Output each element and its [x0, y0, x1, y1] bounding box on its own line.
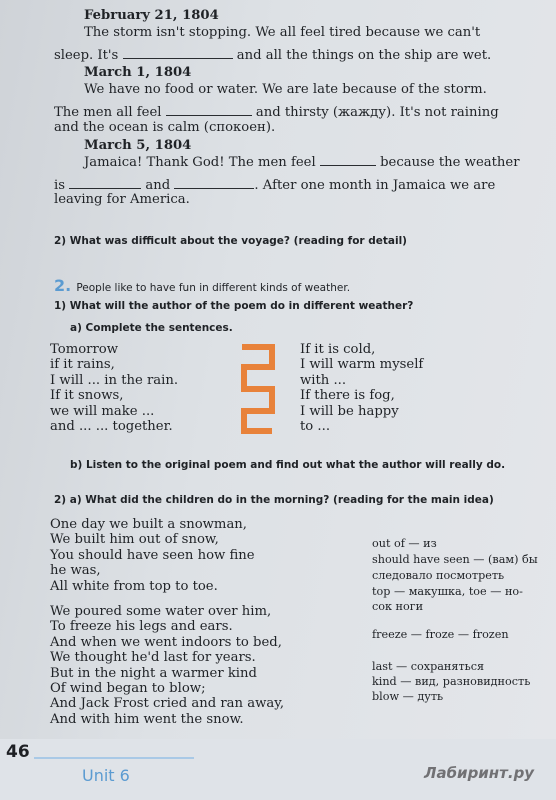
- diary-date-mar5: March 5, 1804: [84, 138, 192, 153]
- question-1a: a) Complete the sentences.: [70, 322, 233, 334]
- poem-line: Tomorrow: [50, 342, 118, 357]
- diary-text-part: is: [54, 178, 65, 193]
- diary-text: leaving for America.: [54, 192, 190, 207]
- poem-line: And Jack Frost cried and ran away,: [50, 696, 285, 712]
- page-number: 46: [6, 742, 30, 762]
- question-voyage: 2) What was difficult about the voyage? (reading for detail): [54, 235, 407, 247]
- diary-date-mar1: March 1, 1804: [84, 65, 192, 80]
- poem-line: To freeze his legs and ears.: [50, 619, 233, 635]
- diary-text-part: sleep. It's: [54, 48, 119, 63]
- poem-fragment-left: [50, 342, 178, 434]
- poem-line: We poured some water over him,: [50, 604, 272, 619]
- diary-text-part: and: [145, 178, 171, 193]
- glossary-entry: следовало посмотреть: [372, 569, 505, 582]
- poem-line: You should have seen how fine: [50, 547, 255, 563]
- poem-line: we will make ...: [50, 403, 155, 419]
- glossary-entry: blow — дуть: [372, 690, 444, 703]
- poem-line: We thought he'd last for years.: [50, 650, 256, 666]
- poem-fragment-right: [300, 342, 423, 434]
- answer-blank: [123, 47, 233, 59]
- exercise-number: 2.: [54, 276, 72, 295]
- diary-text-part: The men all feel: [54, 105, 162, 120]
- glossary-entry: kind — вид, разновидность: [372, 675, 531, 688]
- question-1b: b) Listen to the original poem and find out what the author will really do.: [70, 459, 506, 471]
- poem-line: to ...: [300, 419, 331, 435]
- poem-line: he was,: [50, 563, 101, 579]
- watermark: Лабиринт.ру: [424, 764, 535, 782]
- exercise-2-header: [54, 276, 350, 295]
- poem-line: I will ... in the rain.: [50, 372, 179, 388]
- poem-line: But in the night a warmer kind: [50, 665, 257, 681]
- diary-text: We have no food or water. We are late because of the storm.: [84, 82, 487, 97]
- poem-line: One day we built a snowman,: [50, 517, 247, 532]
- diary-date-feb21: February 21, 1804: [84, 8, 219, 23]
- diary-text-part: and thirsty (жажду). It's not raining: [255, 105, 499, 120]
- poem-stanza-1: [50, 517, 255, 594]
- glossary-entry: should have seen — (вам) бы: [372, 553, 538, 566]
- poem-line: If it snows,: [50, 388, 124, 404]
- answer-blank: [166, 104, 252, 116]
- diary-text-part: because the weather: [380, 155, 520, 170]
- glossary-entry: top — макушка, toe — но-: [372, 585, 523, 598]
- answer-blank: [174, 177, 254, 189]
- question-2a: 2) a) What did the children do in the morning? (reading for the main idea): [54, 494, 494, 506]
- answer-blank: [69, 177, 141, 189]
- diary-text: [54, 47, 491, 63]
- diary-text-part: . After one month in Jamaica we are: [254, 178, 496, 193]
- diary-text: The storm isn't stopping. We all feel tired because we can't: [84, 25, 481, 40]
- footer-rule: [34, 757, 194, 759]
- diary-text: [54, 104, 499, 120]
- poem-line: if it rains,: [50, 357, 115, 373]
- poem-line: and ... ... together.: [50, 419, 173, 435]
- glossary-entry: сок ноги: [372, 600, 424, 613]
- poem-line: All white from top to toe.: [50, 578, 218, 594]
- exercise-intro: People like to have fun in different kinds of weather.: [76, 282, 351, 294]
- poem-line: We built him out of snow,: [50, 532, 219, 548]
- poem-line: I will warm myself: [300, 357, 424, 373]
- glossary-entry: out of — из: [372, 537, 437, 550]
- glossary-entry: last — сохраняться: [372, 660, 485, 673]
- poem-line: And when we went indoors to bed,: [50, 634, 282, 650]
- poem-line: If it is cold,: [300, 342, 376, 357]
- answer-blank: [320, 154, 376, 166]
- poem-line: Of wind began to blow;: [50, 681, 206, 697]
- diary-text: [84, 154, 520, 170]
- diary-text: and the ocean is calm (спокоен).: [54, 120, 276, 135]
- zigzag-divider-icon: [238, 343, 278, 435]
- glossary-entry: freeze — froze — frozen: [372, 628, 509, 641]
- poem-line: I will be happy: [300, 403, 399, 419]
- diary-text-part: and all the things on the ship are wet.: [236, 48, 492, 63]
- poem-line: with ...: [300, 372, 347, 388]
- poem-line: And with him went the snow.: [50, 711, 244, 727]
- diary-text-part: Jamaica! Thank God! The men feel: [84, 155, 316, 170]
- diary-text: [54, 177, 495, 193]
- poem-line: If there is fog,: [300, 388, 395, 404]
- question-1: 1) What will the author of the poem do in different weather?: [54, 300, 414, 312]
- unit-label: Unit 6: [82, 766, 130, 785]
- poem-stanza-2: [50, 604, 284, 727]
